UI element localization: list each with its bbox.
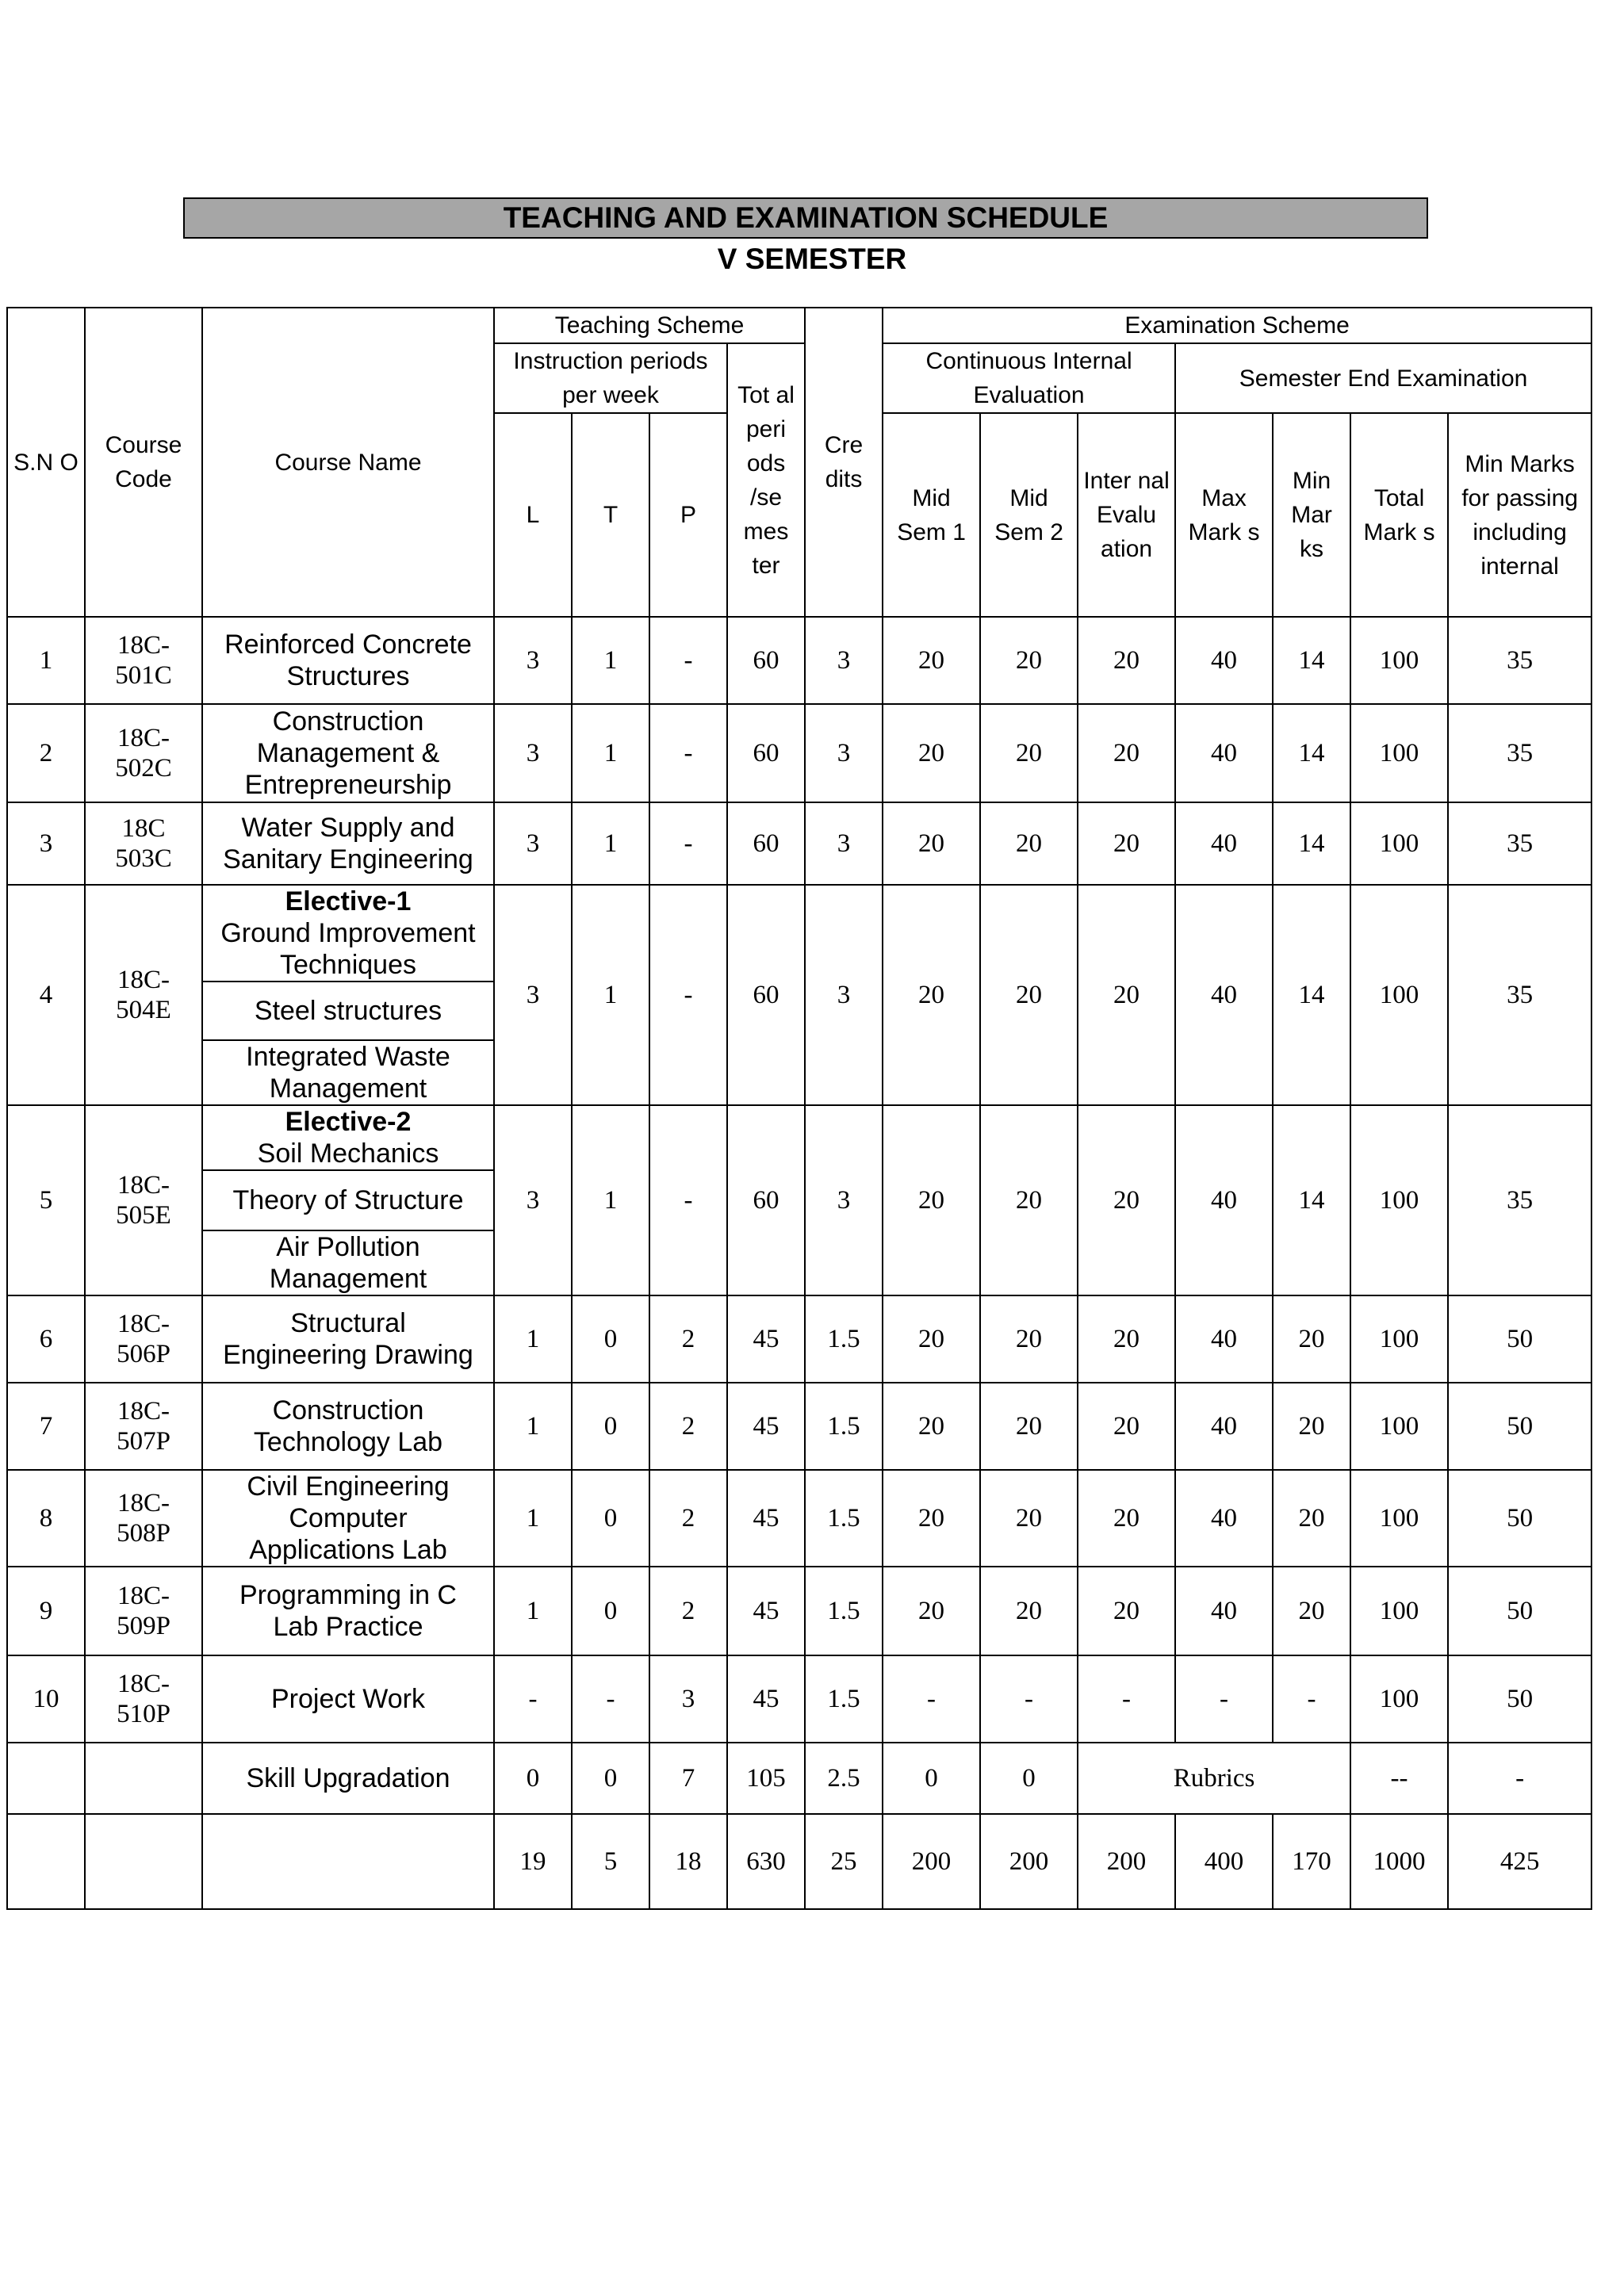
cell-l: 1 <box>494 1383 572 1470</box>
cell-max: 40 <box>1175 1567 1273 1655</box>
cell-max: 40 <box>1175 704 1273 802</box>
cell-tot: 100 <box>1350 1655 1448 1743</box>
cell-sno: 5 <box>7 1105 85 1295</box>
elective-option: Steel structures <box>202 982 494 1040</box>
cell-sno: 10 <box>7 1655 85 1743</box>
cell-sno <box>7 1814 85 1909</box>
cell-min: 14 <box>1273 885 1350 1105</box>
header-instruction: Instruction periods per week <box>494 343 727 413</box>
cell-pass: 50 <box>1448 1655 1591 1743</box>
cell-pass: 50 <box>1448 1383 1591 1470</box>
cell-m1: 20 <box>883 1383 980 1470</box>
cell-course-name: Project Work <box>202 1655 494 1743</box>
cell-l: 3 <box>494 704 572 802</box>
elective-option: Theory of Structure <box>202 1170 494 1230</box>
table-row <box>7 617 1591 704</box>
table-row <box>7 885 1591 982</box>
cell-m2: 20 <box>980 704 1078 802</box>
cell-ie: - <box>1078 1655 1175 1743</box>
cell-m1: 200 <box>883 1814 980 1909</box>
cell-tp: 105 <box>727 1743 805 1814</box>
elective-option: Integrated Waste Management <box>202 1040 494 1105</box>
cell-l: 0 <box>494 1743 572 1814</box>
cell-min: - <box>1273 1655 1350 1743</box>
cell-min: 14 <box>1273 617 1350 704</box>
cell-l: 3 <box>494 617 572 704</box>
cell-m2: 20 <box>980 802 1078 885</box>
header-see: Semester End Examination <box>1175 343 1591 413</box>
cell-m1: 20 <box>883 1567 980 1655</box>
cell-p: - <box>649 885 727 1105</box>
cell-t: 1 <box>572 1105 649 1295</box>
cell-max: 40 <box>1175 617 1273 704</box>
cell-pass: 35 <box>1448 802 1591 885</box>
cell-l: 3 <box>494 1105 572 1295</box>
cell-p: 2 <box>649 1383 727 1470</box>
schedule-title: TEACHING AND EXAMINATION SCHEDULE <box>183 197 1428 239</box>
cell-cr: 1.5 <box>805 1295 883 1383</box>
cell-max: 40 <box>1175 1105 1273 1295</box>
cell-m2: 20 <box>980 1470 1078 1567</box>
table-row <box>7 802 1591 885</box>
cell-ie: 20 <box>1078 1470 1175 1567</box>
cell-tp: 60 <box>727 704 805 802</box>
cell-l: 1 <box>494 1295 572 1383</box>
table-row <box>7 1655 1591 1743</box>
cell-l: 3 <box>494 802 572 885</box>
cell-sno: 3 <box>7 802 85 885</box>
cell-ie: 20 <box>1078 704 1175 802</box>
cell-ie: 20 <box>1078 1567 1175 1655</box>
cell-ie: 20 <box>1078 1105 1175 1295</box>
cell-ie: 20 <box>1078 802 1175 885</box>
cell-pass: 35 <box>1448 1105 1591 1295</box>
header-teaching: Teaching Scheme <box>494 308 805 343</box>
cell-l: 19 <box>494 1814 572 1909</box>
cell-tp: 45 <box>727 1655 805 1743</box>
cell-tot: - <box>1448 1743 1591 1814</box>
cell-tot: 100 <box>1350 1383 1448 1470</box>
cell-ie: 20 <box>1078 885 1175 1105</box>
cell-min: 170 <box>1273 1814 1350 1909</box>
cell-cr: 1.5 <box>805 1383 883 1470</box>
cell-min: -- <box>1350 1743 1448 1814</box>
cell-p: - <box>649 802 727 885</box>
cell-t: 1 <box>572 802 649 885</box>
cell-m2: - <box>980 1655 1078 1743</box>
header-p: P <box>649 413 727 617</box>
totals-row <box>7 1814 1591 1909</box>
cell-tp: 60 <box>727 885 805 1105</box>
cell-p: 2 <box>649 1295 727 1383</box>
cell-course-name <box>202 885 494 982</box>
header-exam: Examination Scheme <box>883 308 1591 343</box>
cell-cr: 1.5 <box>805 1470 883 1567</box>
cell-min: 14 <box>1273 802 1350 885</box>
cell-m1: 20 <box>883 1470 980 1567</box>
cell-sno: 4 <box>7 885 85 1105</box>
header-t: T <box>572 413 649 617</box>
cell-p: 7 <box>649 1743 727 1814</box>
cell-code <box>85 1743 202 1814</box>
cell-course-name: Reinforced Concrete Structures <box>202 617 494 704</box>
cell-code: 18C- 504E <box>85 885 202 1105</box>
cell-pass: 35 <box>1448 617 1591 704</box>
cell-t: 5 <box>572 1814 649 1909</box>
cell-tot: 1000 <box>1350 1814 1448 1909</box>
semester-title: V SEMESTER <box>717 243 907 275</box>
cell-l: 3 <box>494 885 572 1105</box>
cell-max: 40 <box>1175 885 1273 1105</box>
cell-max: 40 <box>1175 1295 1273 1383</box>
cell-code: 18C 503C <box>85 802 202 885</box>
cell-min: 14 <box>1273 704 1350 802</box>
cell-sno: 8 <box>7 1470 85 1567</box>
cell-tp: 45 <box>727 1383 805 1470</box>
cell-min: 20 <box>1273 1470 1350 1567</box>
cell-t: 1 <box>572 704 649 802</box>
cell-t: 0 <box>572 1567 649 1655</box>
cell-p: - <box>649 1105 727 1295</box>
cell-code: 18C- 509P <box>85 1567 202 1655</box>
cell-tp: 60 <box>727 617 805 704</box>
cell-t: 1 <box>572 617 649 704</box>
cell-t: 0 <box>572 1743 649 1814</box>
elective-title: Elective-1 <box>285 886 412 916</box>
header-credits: Cre dits <box>805 308 883 617</box>
cell-code: 18C- 506P <box>85 1295 202 1383</box>
cell-tp: 630 <box>727 1814 805 1909</box>
elective-option: Soil Mechanics <box>257 1138 439 1169</box>
cell-code <box>85 1814 202 1909</box>
cell-tp: 45 <box>727 1567 805 1655</box>
cell-course-name: Construction Technology Lab <box>202 1383 494 1470</box>
header-row-1 <box>7 308 1591 343</box>
cell-sno: 6 <box>7 1295 85 1383</box>
cell-code: 18C- 502C <box>85 704 202 802</box>
cell-tot: 100 <box>1350 885 1448 1105</box>
cell-t: 0 <box>572 1470 649 1567</box>
table-row <box>7 1383 1591 1470</box>
cell-cr: 25 <box>805 1814 883 1909</box>
header-code: Course Code <box>85 308 202 617</box>
elective-option: Ground Improvement Techniques <box>220 918 476 980</box>
cell-t: - <box>572 1655 649 1743</box>
cell-max: 40 <box>1175 1383 1273 1470</box>
header-totalmarks: Total Mark s <box>1350 413 1448 617</box>
header-cie: Continuous Internal Evaluation <box>883 343 1175 413</box>
cell-m1: 20 <box>883 1295 980 1383</box>
cell-course-name: Programming in C Lab Practice <box>202 1567 494 1655</box>
cell-sno: 1 <box>7 617 85 704</box>
cell-m1: 20 <box>883 704 980 802</box>
cell-course-name <box>202 1105 494 1170</box>
cell-m2: 0 <box>980 1743 1078 1814</box>
cell-cr: 3 <box>805 885 883 1105</box>
cell-m2: 20 <box>980 1383 1078 1470</box>
schedule-table <box>6 307 1592 1910</box>
table-row <box>7 1567 1591 1655</box>
cell-p: 3 <box>649 1655 727 1743</box>
cell-cr: 1.5 <box>805 1567 883 1655</box>
header-mid1: Mid Sem 1 <box>883 413 980 617</box>
cell-m1: 20 <box>883 885 980 1105</box>
table-row <box>7 1295 1591 1383</box>
cell-sno: 2 <box>7 704 85 802</box>
cell-p: - <box>649 617 727 704</box>
header-mid2: Mid Sem 2 <box>980 413 1078 617</box>
elective-title: Elective-2 <box>285 1107 412 1137</box>
cell-tot: 100 <box>1350 617 1448 704</box>
cell-tp: 60 <box>727 1105 805 1295</box>
cell-m1: - <box>883 1655 980 1743</box>
header-sno: S.N O <box>7 308 85 617</box>
cell-min: 20 <box>1273 1383 1350 1470</box>
cell-ie: 20 <box>1078 1295 1175 1383</box>
cell-pass: 425 <box>1448 1814 1591 1909</box>
cell-t: 0 <box>572 1383 649 1470</box>
cell-l: 1 <box>494 1567 572 1655</box>
cell-pass: 50 <box>1448 1470 1591 1567</box>
cell-tot: 100 <box>1350 1295 1448 1383</box>
cell-pass: 35 <box>1448 704 1591 802</box>
cell-m1: 20 <box>883 1105 980 1295</box>
cell-course-name: Skill Upgradation <box>202 1743 494 1814</box>
cell-code: 18C- 501C <box>85 617 202 704</box>
table-row <box>7 704 1591 802</box>
cell-ie: 200 <box>1078 1814 1175 1909</box>
cell-sno: 9 <box>7 1567 85 1655</box>
cell-m2: 200 <box>980 1814 1078 1909</box>
cell-tp: 60 <box>727 802 805 885</box>
table-row <box>7 1470 1591 1567</box>
cell-p: 2 <box>649 1567 727 1655</box>
cell-code: 18C- 508P <box>85 1470 202 1567</box>
cell-cr: 3 <box>805 802 883 885</box>
cell-p: - <box>649 704 727 802</box>
cell-min: 20 <box>1273 1295 1350 1383</box>
header-name: Course Name <box>202 308 494 617</box>
cell-max: - <box>1175 1655 1273 1743</box>
cell-tot: 100 <box>1350 1470 1448 1567</box>
table-row <box>7 1105 1591 1170</box>
header-max: Max Mark s <box>1175 413 1273 617</box>
cell-cr: 3 <box>805 704 883 802</box>
cell-sno <box>7 1743 85 1814</box>
cell-sno: 7 <box>7 1383 85 1470</box>
cell-code: 18C- 505E <box>85 1105 202 1295</box>
cell-m1: 0 <box>883 1743 980 1814</box>
cell-m1: 20 <box>883 617 980 704</box>
cell-rubrics: Rubrics <box>1078 1743 1350 1814</box>
cell-p: 2 <box>649 1470 727 1567</box>
cell-course-name <box>202 1814 494 1909</box>
cell-tp: 45 <box>727 1295 805 1383</box>
cell-pass: 35 <box>1448 885 1591 1105</box>
cell-m2: 20 <box>980 617 1078 704</box>
cell-tot: 100 <box>1350 1567 1448 1655</box>
cell-cr: 2.5 <box>805 1743 883 1814</box>
cell-t: 0 <box>572 1295 649 1383</box>
cell-t: 1 <box>572 885 649 1105</box>
cell-tot: 100 <box>1350 1105 1448 1295</box>
cell-max: 40 <box>1175 802 1273 885</box>
cell-tp: 45 <box>727 1470 805 1567</box>
cell-l: 1 <box>494 1470 572 1567</box>
cell-course-name: Civil Engineering Computer Applications Lab <box>202 1470 494 1567</box>
header-internal: Inter nal Evalu ation <box>1078 413 1175 617</box>
cell-max: 40 <box>1175 1470 1273 1567</box>
header-minpass: Min Marks for passing including internal <box>1448 413 1591 617</box>
cell-m2: 20 <box>980 1567 1078 1655</box>
cell-m1: 20 <box>883 802 980 885</box>
header-total-periods: Tot al peri ods /se mes ter <box>727 343 805 617</box>
cell-max: 400 <box>1175 1814 1273 1909</box>
elective-option: Air Pollution Management <box>202 1230 494 1295</box>
cell-l: - <box>494 1655 572 1743</box>
cell-p: 18 <box>649 1814 727 1909</box>
cell-code: 18C- 507P <box>85 1383 202 1470</box>
cell-course-name: Construction Management & Entrepreneurship <box>202 704 494 802</box>
header-l: L <box>494 413 572 617</box>
cell-cr: 3 <box>805 617 883 704</box>
cell-course-name: Water Supply and Sanitary Engineering <box>202 802 494 885</box>
cell-pass: 50 <box>1448 1295 1591 1383</box>
cell-ie: 20 <box>1078 617 1175 704</box>
cell-code: 18C- 510P <box>85 1655 202 1743</box>
cell-m2: 20 <box>980 1105 1078 1295</box>
cell-min: 14 <box>1273 1105 1350 1295</box>
cell-min: 20 <box>1273 1567 1350 1655</box>
skill-row <box>7 1743 1591 1814</box>
cell-m2: 20 <box>980 885 1078 1105</box>
cell-pass: 50 <box>1448 1567 1591 1655</box>
header-min: Min Mar ks <box>1273 413 1350 617</box>
cell-cr: 3 <box>805 1105 883 1295</box>
cell-m2: 20 <box>980 1295 1078 1383</box>
cell-cr: 1.5 <box>805 1655 883 1743</box>
cell-ie: 20 <box>1078 1383 1175 1470</box>
cell-tot: 100 <box>1350 704 1448 802</box>
cell-tot: 100 <box>1350 802 1448 885</box>
cell-course-name: Structural Engineering Drawing <box>202 1295 494 1383</box>
